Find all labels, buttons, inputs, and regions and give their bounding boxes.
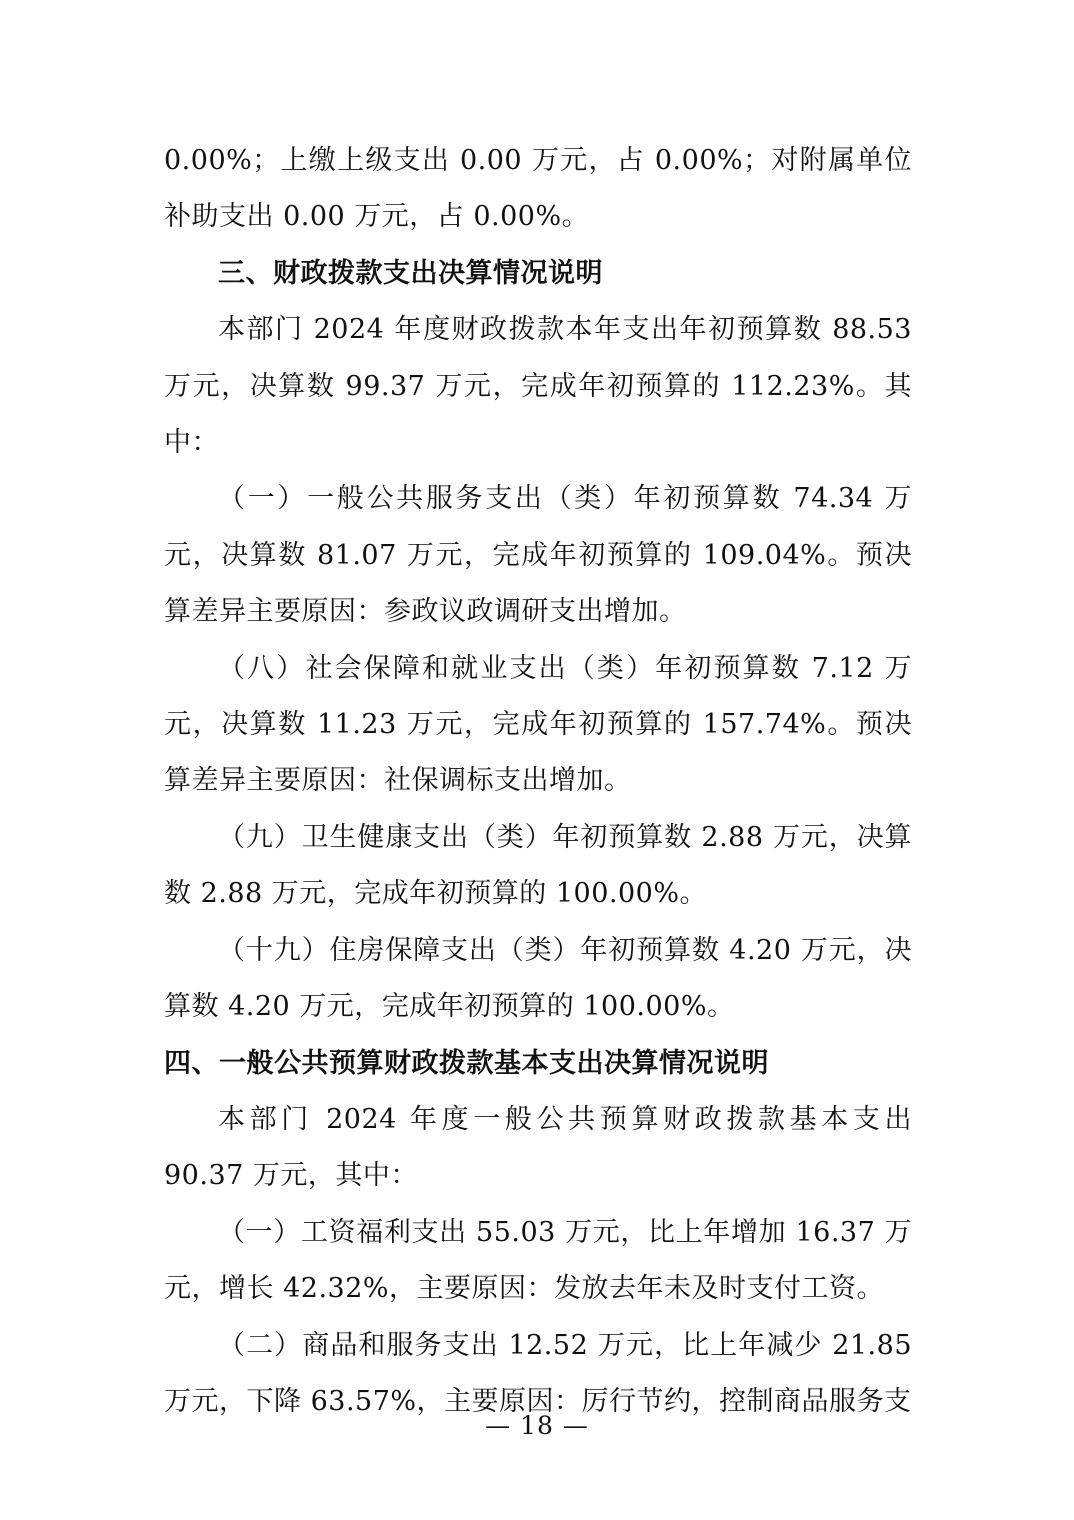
document-body [164, 133, 912, 1430]
paragraph-continuation: 0.00%；上缴上级支出 0.00 万元，占 0.00%；对附属单位补助支出 0.00 万元，占 0.00%。 [164, 145, 912, 233]
paragraph-general-public-services: （一）一般公共服务支出（类）年初预算数 74.34 万元，决算数 81.07 万元，完成年初预算的 109.04%。预决算差异主要原因：参政议政调研支出增加。 [164, 483, 912, 628]
paragraph-health: （九）卫生健康支出（类）年初预算数 2.88 万元，决算数 2.88 万元，完成年初预算的 100.00%。 [164, 821, 912, 910]
page-number: — 18 — [485, 1411, 589, 1440]
paragraph-basic-expenditure-summary: 本部门 2024 年度一般公共预算财政拨款基本支出 90.37 万元，其中： [164, 1103, 912, 1192]
paragraph-social-security: （八）社会保障和就业支出（类）年初预算数 7.12 万元，决算数 11.23 万元，完成年初预算的 157.74%。预决算差异主要原因：社保调标支出增加。 [164, 652, 912, 797]
paragraph-fiscal-summary: 本部门 2024 年度财政拨款本年支出年初预算数 88.53 万元，决算数 99.37 万元，完成年初预算的 112.23%。其中： [164, 314, 912, 459]
paragraph-goods-services: （二）商品和服务支出 12.52 万元，比上年减少 21.85 万元，下降 63.57%，主要原因：厉行节约，控制商品服务支 [164, 1329, 912, 1417]
paragraph-wages-welfare: （一）工资福利支出 55.03 万元，比上年增加 16.37 万元，增长 42.32%，主要原因：发放去年未及时支付工资。 [164, 1216, 912, 1305]
section-heading-4: 四、一般公共预算财政拨款基本支出决算情况说明 [164, 1047, 769, 1079]
section-heading-3: 三、财政拨款支出决算情况说明 [218, 257, 603, 289]
paragraph-housing: （十九）住房保障支出（类）年初预算数 4.20 万元，决算数 4.20 万元，完成年初预算的 100.00%。 [164, 934, 912, 1023]
